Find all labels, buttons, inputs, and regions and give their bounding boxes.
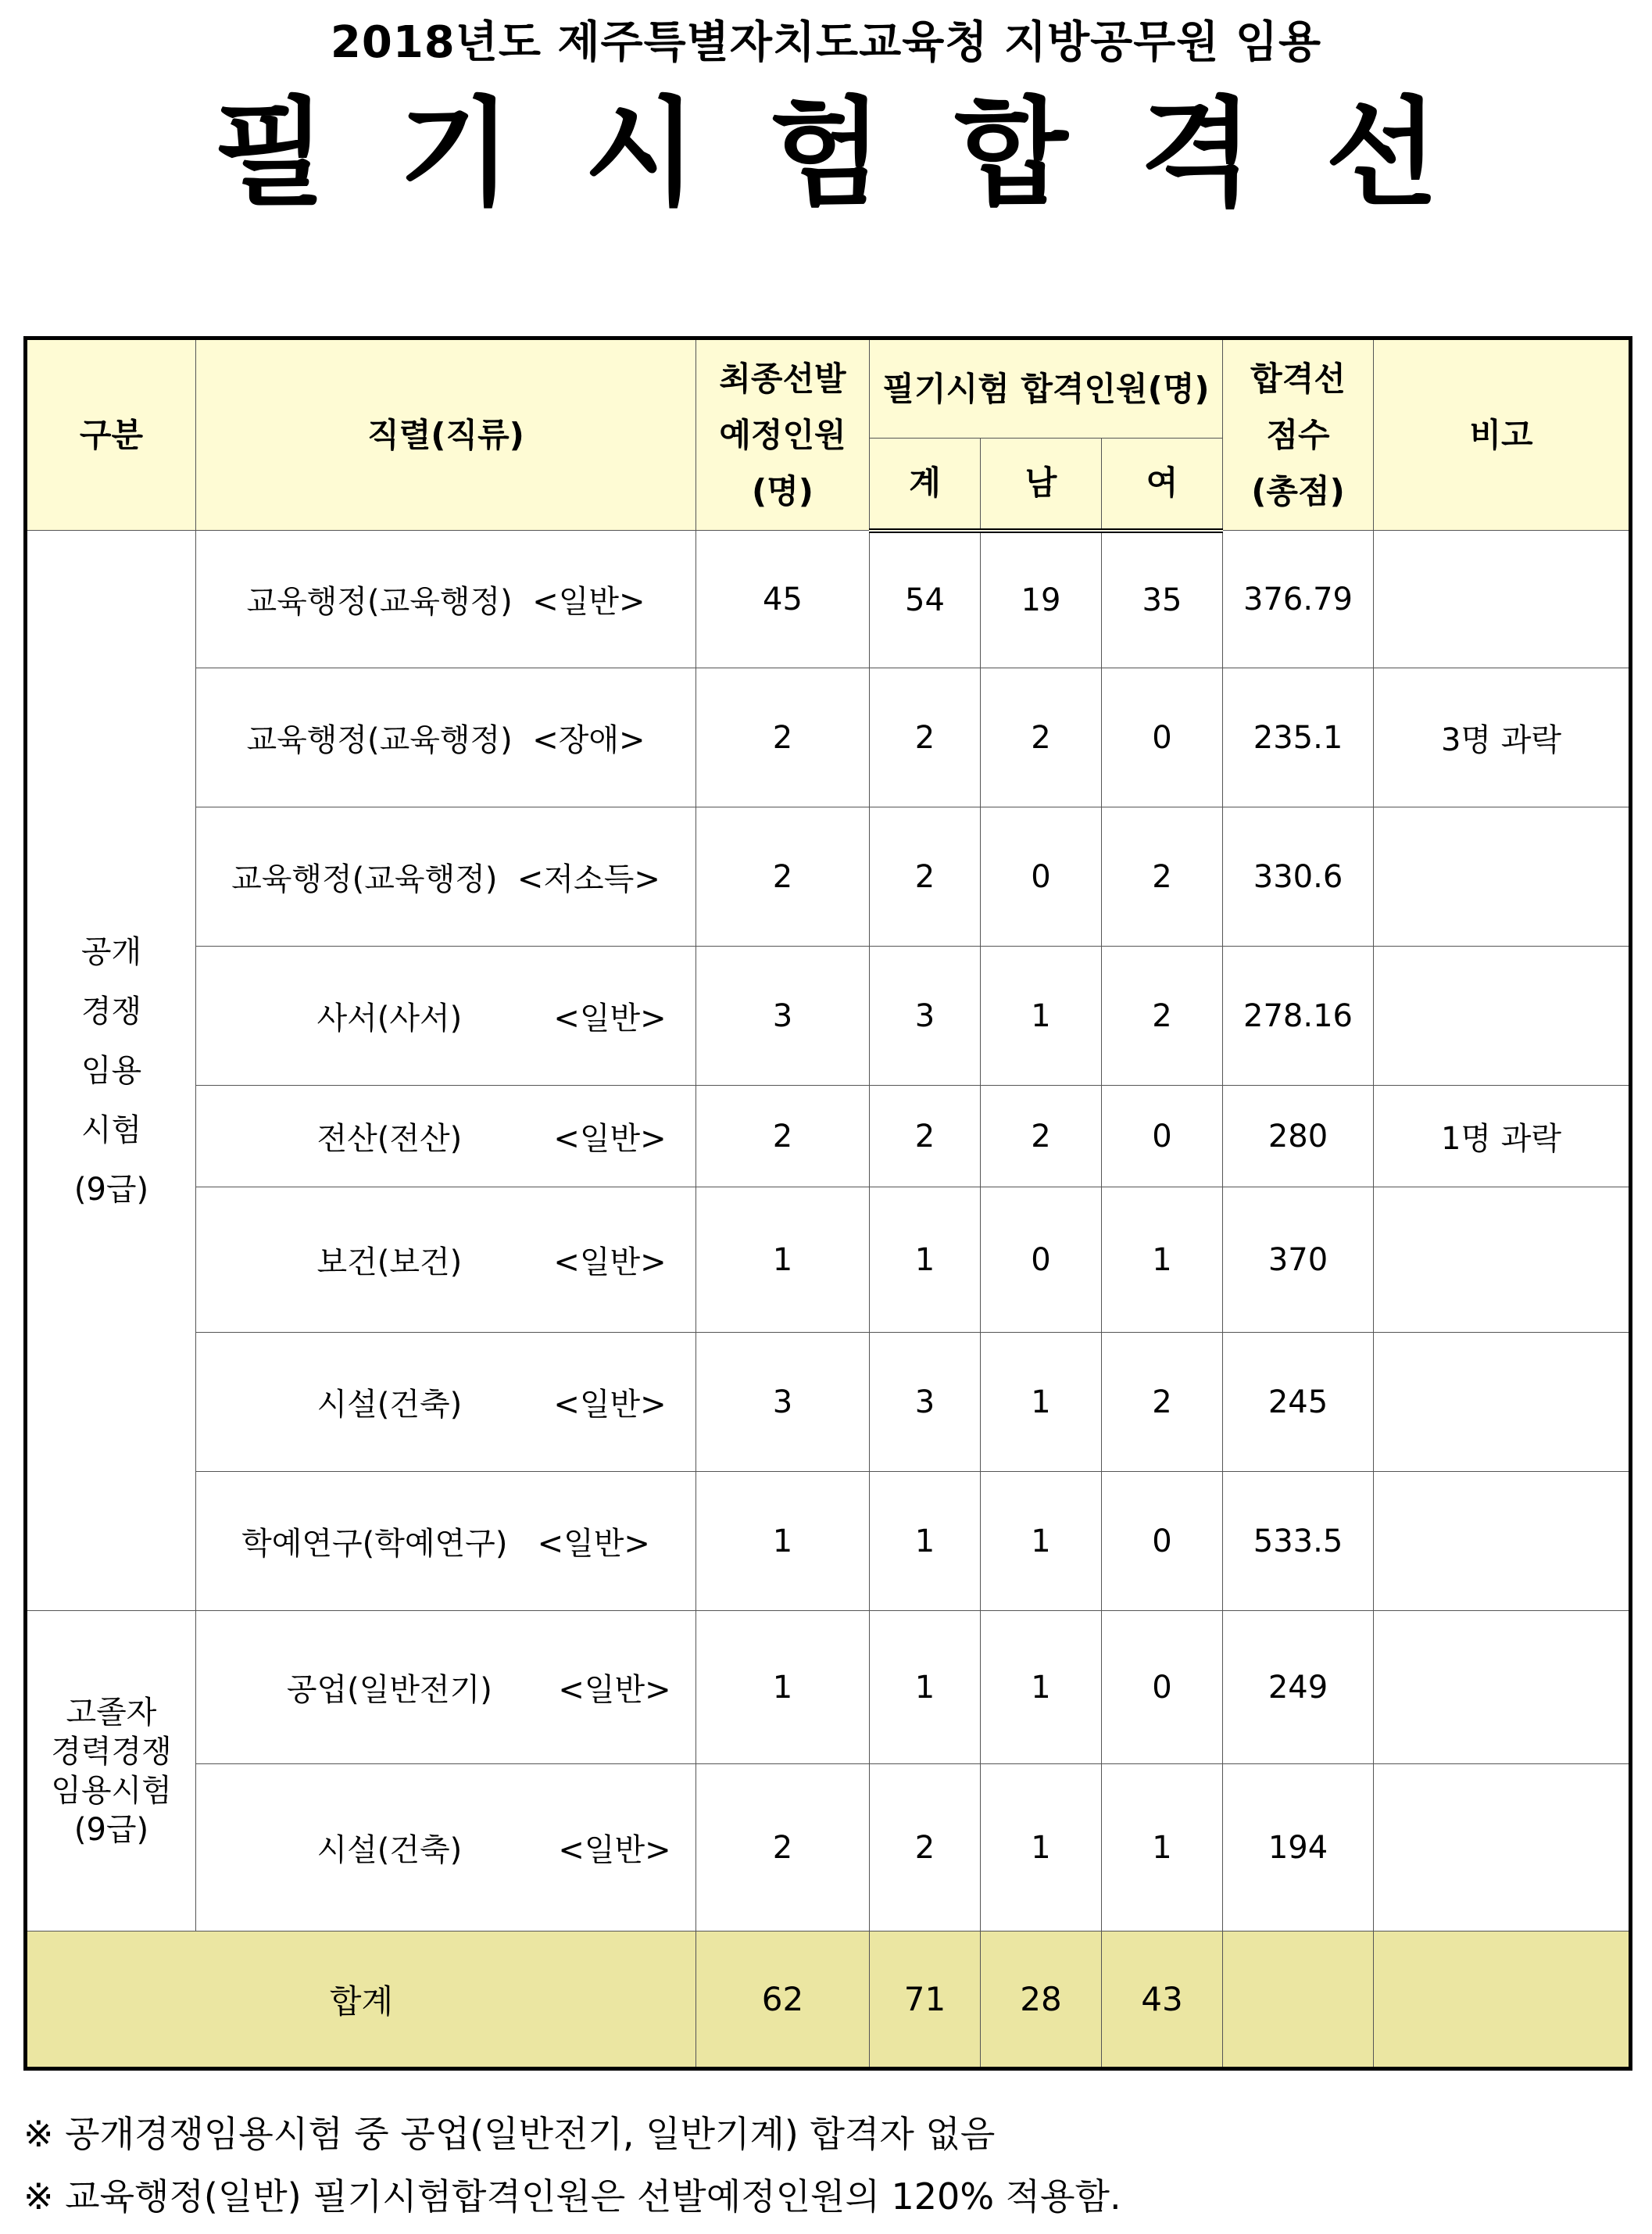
job-name: 공업(일반전기) [286,1672,492,1708]
cutoff-cell: 533.5 [1223,1472,1374,1611]
cutoff-table [23,336,1632,2071]
total-cell: 1 [870,1611,981,1764]
job-name: 시설(건축) [316,1387,463,1423]
header-passers: 필기시험 합격인원(명) [870,338,1223,439]
sum-female: 43 [1102,1931,1223,2069]
total-cell: 3 [870,947,981,1086]
female-cell: 2 [1102,947,1223,1086]
table-row [26,1472,1631,1611]
category-line: 고졸자 [66,1694,157,1731]
sum-label: 합계 [26,1931,696,2069]
female-cell: 1 [1102,1187,1223,1333]
job-name: 시설(건축) [316,1832,463,1868]
job-type: <일반> [532,584,645,620]
job-type: <일반> [558,1832,671,1868]
category-line: 임용 [80,1052,142,1089]
job-type: <일반> [553,1244,667,1280]
job-cell [196,1611,696,1764]
remarks-cell [1374,1611,1631,1764]
job-type: <저소득> [517,861,660,897]
job-type: <일반> [553,1001,667,1036]
cutoff-cell: 330.6 [1223,807,1374,947]
job-type: <일반> [553,1121,667,1157]
header-cutoff-line1: 합격선 [1250,359,1346,398]
job-cell [196,668,696,807]
sum-total: 71 [870,1931,981,2069]
female-cell: 0 [1102,1472,1223,1611]
sum-male: 28 [981,1931,1102,2069]
planned-cell: 2 [696,807,870,947]
job-cell [196,1333,696,1472]
job-name: 사서(사서) [316,1001,463,1036]
header-planned-line3: (명) [752,471,813,510]
male-cell: 1 [981,1764,1102,1931]
table-row [26,668,1631,807]
male-cell: 0 [981,807,1102,947]
footnote: ※ 교육행정(일반) 필기시험합격인원은 선발예정인원의 120% 적용함. [23,2175,1121,2218]
header-planned-line2: 예정인원 [719,415,846,454]
cutoff-cell: 370 [1223,1187,1374,1333]
category-line: 임용시험 [51,1772,172,1809]
job-name: 보건(보건) [316,1244,463,1280]
header-female: 여 [1102,439,1223,531]
remarks-cell [1374,531,1631,668]
job-cell [196,1187,696,1333]
female-cell: 0 [1102,1611,1223,1764]
table-row [26,1187,1631,1333]
cutoff-cell: 245 [1223,1333,1374,1472]
header-cutoff-line3: (총점) [1251,471,1345,510]
header-planned [696,338,870,531]
table-row [26,531,1631,668]
job-name: 전산(전산) [316,1121,463,1157]
total-cell: 2 [870,668,981,807]
planned-cell: 45 [696,531,870,668]
header-cutoff [1223,338,1374,531]
header-category: 구분 [26,338,196,531]
male-cell: 1 [981,947,1102,1086]
category-line: 공개 [80,933,142,970]
table-row [26,947,1631,1086]
category-line: 시험 [80,1112,142,1148]
planned-cell: 1 [696,1611,870,1764]
category-line: 경력경쟁 [51,1733,172,1770]
cutoff-cell: 280 [1223,1086,1374,1187]
remarks-cell [1374,947,1631,1086]
female-cell: 0 [1102,668,1223,807]
category-line: 경쟁 [80,993,142,1029]
cutoff-cell: 278.16 [1223,947,1374,1086]
footnotes [23,2103,1121,2228]
male-cell: 1 [981,1333,1102,1472]
job-type: <장애> [532,722,645,758]
job-cell [196,1472,696,1611]
planned-cell: 2 [696,668,870,807]
remarks-cell [1374,1333,1631,1472]
job-type: <일반> [553,1387,667,1423]
header-planned-line1: 최종선발 [719,359,846,398]
category-highschool-career [26,1611,196,1931]
job-cell [196,531,696,668]
sum-cutoff [1223,1931,1374,2069]
category-line: (9급) [73,1811,149,1848]
table-row [26,1611,1631,1764]
male-cell: 2 [981,668,1102,807]
male-cell: 2 [981,1086,1102,1187]
job-cell [196,1764,696,1931]
job-type: <일반> [537,1526,650,1562]
male-cell: 1 [981,1472,1102,1611]
document-title: 필 기 시 험 합 격 선 [213,86,1439,222]
planned-cell: 3 [696,1333,870,1472]
female-cell: 0 [1102,1086,1223,1187]
remarks-cell: 3명 과락 [1374,668,1631,807]
table-row [26,807,1631,947]
female-cell: 2 [1102,807,1223,947]
job-type: <일반> [558,1672,671,1708]
footnote: ※ 공개경쟁임용시험 중 공업(일반전기, 일반기계) 합격자 없음 [23,2113,996,2155]
planned-cell: 1 [696,1472,870,1611]
total-cell: 2 [870,1764,981,1931]
header-male: 남 [981,439,1102,531]
job-name: 교육행정(교육행정) [246,584,513,620]
total-cell: 2 [870,807,981,947]
table-row [26,1764,1631,1931]
job-name: 교육행정(교육행정) [246,722,513,758]
planned-cell: 1 [696,1187,870,1333]
table-row [26,1086,1631,1187]
category-open-competition [26,531,196,1611]
remarks-cell [1374,807,1631,947]
header-total: 계 [870,439,981,531]
cutoff-cell: 194 [1223,1764,1374,1931]
category-line: (9급) [73,1171,149,1208]
job-name: 교육행정(교육행정) [231,861,498,897]
job-cell [196,947,696,1086]
planned-cell: 2 [696,1086,870,1187]
job-name: 학예연구(학예연구) [241,1526,508,1562]
sum-planned: 62 [696,1931,870,2069]
sum-remarks [1374,1931,1631,2069]
cutoff-cell: 249 [1223,1611,1374,1764]
female-cell: 1 [1102,1764,1223,1931]
cutoff-cell: 376.79 [1223,531,1374,668]
planned-cell: 3 [696,947,870,1086]
remarks-cell [1374,1187,1631,1333]
remarks-cell: 1명 과락 [1374,1086,1631,1187]
remarks-cell [1374,1764,1631,1931]
male-cell: 1 [981,1611,1102,1764]
total-cell: 1 [870,1472,981,1611]
male-cell: 19 [981,531,1102,668]
job-cell [196,1086,696,1187]
table-row [26,1333,1631,1472]
planned-cell: 2 [696,1764,870,1931]
total-cell: 2 [870,1086,981,1187]
total-cell: 1 [870,1187,981,1333]
header-job: 직렬(직류) [196,338,696,531]
sum-row [26,1931,1631,2069]
job-cell [196,807,696,947]
cutoff-cell: 235.1 [1223,668,1374,807]
male-cell: 0 [981,1187,1102,1333]
female-cell: 2 [1102,1333,1223,1472]
document-subtitle: 2018년도 제주특별자치도교육청 지방공무원 임용 [330,17,1322,68]
female-cell: 35 [1102,531,1223,668]
header-cutoff-line2: 점수 [1266,415,1330,454]
remarks-cell [1374,1472,1631,1611]
total-cell: 3 [870,1333,981,1472]
header-remarks: 비고 [1374,338,1631,531]
total-cell: 54 [870,531,981,668]
